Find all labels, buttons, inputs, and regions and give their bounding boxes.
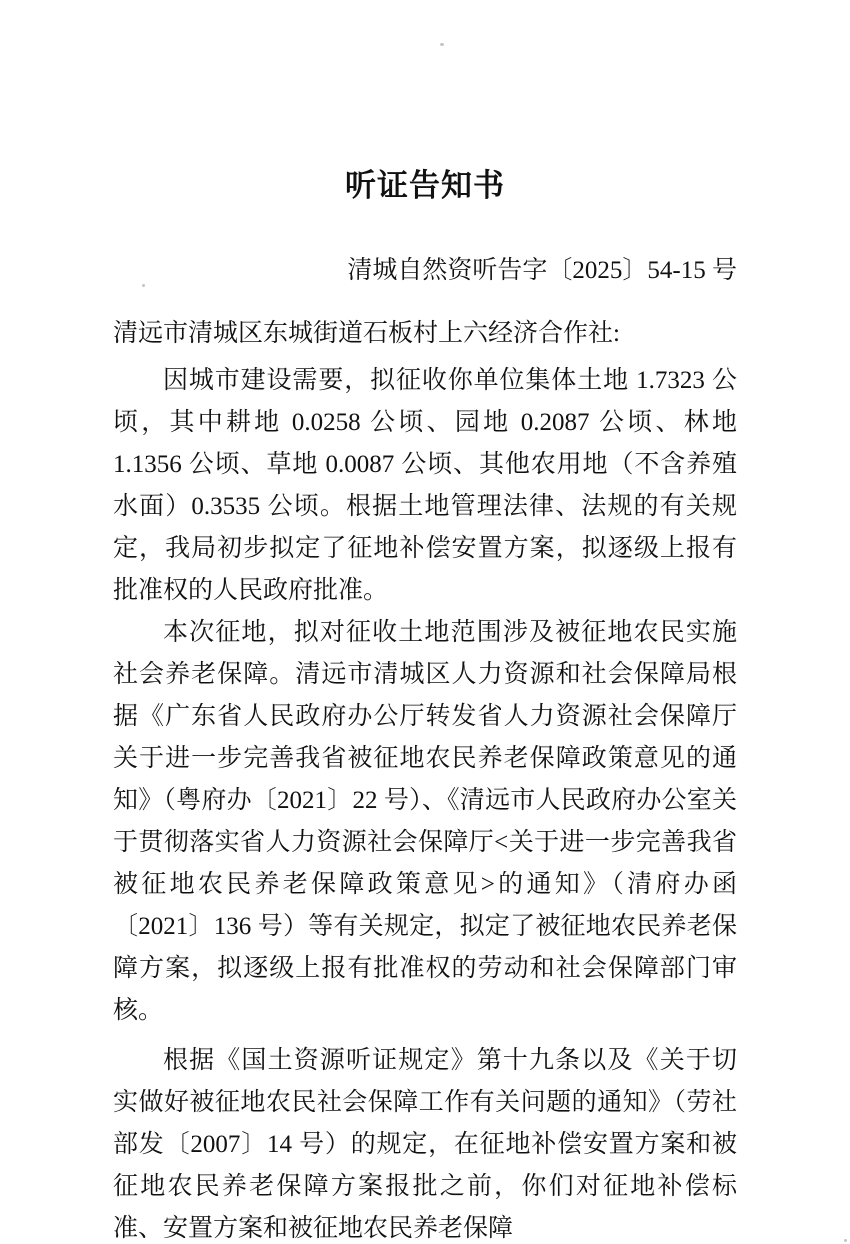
addressee-line: 清远市清城区东城街道石板村上六经济合作社: [113,320,620,347]
body-paragraph: 因城市建设需要，拟征收你单位集体土地 1.7323 公顷，其中耕地 0.0258 公顷、园地 0.2087 公顷、林地 1.1356 公顷、草地 0.0087 公顷、其他农用地（不含养殖水面）0.3535 公顷。根据土地管理法律、法规的有关规定，我局初步拟定了征地补偿安置方案，拟逐级上报有批准权的人民政府批准。 [113,367,737,604]
document-title: 听证告知书 [345,168,505,203]
body-paragraph: 本次征地，拟对征收土地范围涉及被征地农民实施社会养老保障。清远市清城区人力资源和社会保障局根据《广东省人民政府办公厅转发省人力资源社会保障厅关于进一步完善我省被征地农民养老保障政策意见的通知》（粤府办〔2021〕22 号）、《清远市人民政府办公室关于贯彻落实省人力资源社会保障厅<关于进一步完善我省被征地农民养老保障政策意见>的通知》（清府办函〔2021〕136 号）等有关规定，拟定了被征地农民养老保障方案，拟逐级上报有批准权的劳动和社会保障部门审核。 [113,619,737,1024]
document-content [113,0,737,1244]
body-paragraph: 根据《国土资源听证规定》第十九条以及《关于切实做好被征地农民社会保障工作有关问题的通知》（劳社部发〔2007〕14 号）的规定，在征地补偿安置方案和被征地农民养老保障方案报批之前，你们对征地补偿标准、安置方案和被征地农民养老保障 [113,1047,737,1242]
document-number: 清城自然资听告字〔2025〕54-15 号 [347,257,737,284]
document-body [113,360,737,1244]
scan-artifact-bottom [844,1239,847,1242]
